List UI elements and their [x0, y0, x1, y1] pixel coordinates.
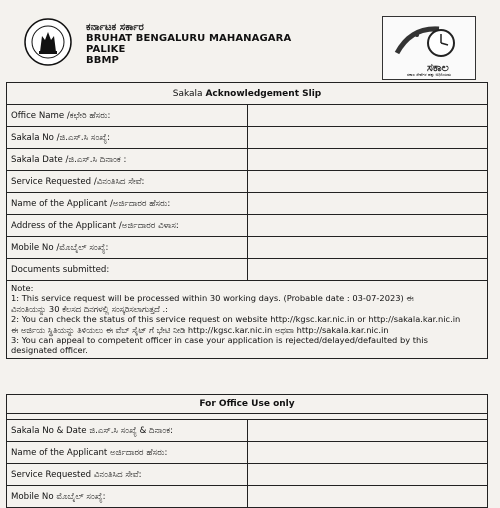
slip-title: Sakala Acknowledgement Slip — [7, 83, 488, 105]
sakala-no-label: Sakala No /ಜಿ.ಎಸ್.ಸಿ ಸಂಖ್ಯೆ: — [7, 127, 248, 149]
table-row — [7, 442, 488, 464]
sakala-logo — [382, 16, 476, 80]
documents-submitted-label: Documents submitted: — [7, 259, 248, 281]
note-2-kannada: ಈ ಅರ್ಜಿಯ ಸ್ಥಿತಿಯನ್ನು ತಿಳಿಯಲು ಈ ವೆಬ್ ಸೈಟ್ ಗೆ ಭೇಟಿ ನೀಡಿ http://kgsc.kar.nic.in ಅಥವಾ http://sakala.kar.nic.in — [11, 324, 389, 335]
office-sakala-no-date-value — [247, 420, 488, 442]
office-name-value — [247, 105, 488, 127]
service-requested-value — [247, 171, 488, 193]
office-applicant-name-label: Name of the Applicant ಅರ್ಜಿದಾರರ ಹೆಸರು: — [7, 442, 248, 464]
logo-caption: ಸಕಾಲ ಸೇವೆಗಳ ಹಕ್ಕು ಅಧಿನಿಯಮ — [407, 72, 451, 77]
office-applicant-name-value — [247, 442, 488, 464]
organization-name — [86, 22, 291, 66]
org-line-2: PALIKE — [86, 44, 126, 55]
org-line-kannada: ಕರ್ನಾಟಕ ಸರ್ಕಾರ — [86, 22, 144, 33]
sakala-date-label: Sakala Date /ಜಿ.ಎಸ್.ಸಿ ದಿನಾಂಕ : — [7, 149, 248, 171]
org-line-1: BRUHAT BENGALURU MAHANAGARA — [86, 33, 292, 44]
sakala-date-value — [247, 149, 488, 171]
note-heading: Note: — [11, 283, 34, 293]
acknowledgement-page — [6, 8, 494, 500]
table-row — [7, 237, 488, 259]
mobile-no-value — [247, 237, 488, 259]
office-sakala-no-date-label: Sakala No & Date ಜಿ.ಎಸ್.ಸಿ ಸಂಖ್ಯೆ & ದಿನಾಂಕ: — [7, 420, 248, 442]
note-1-kannada: ವಿನಂತಿಯನ್ನು 30 ಕೆಲಸದ ದಿನಗಳಲ್ಲಿ ಸಂಸ್ಕರಿಸಲಾಗುತ್ತದೆ .: — [11, 303, 168, 314]
notes-section — [7, 281, 488, 359]
logo-wordmark: ಸಕಾಲ — [427, 61, 449, 74]
office-mobile-no-label: Mobile No ಮೊಬೈಲ್ ಸಂಖ್ಯೆ: — [7, 486, 248, 508]
mobile-no-label: Mobile No /ಮೊಬೈಲ್ ಸಂಖ್ಯೆ: — [7, 237, 248, 259]
org-line-3: BBMP — [86, 55, 119, 66]
table-row — [7, 420, 488, 442]
applicant-address-label: Address of the Applicant /ಅರ್ಜಿದಾರರ ವಿಳಾಸ: — [7, 215, 248, 237]
table-row — [7, 105, 488, 127]
table-row — [7, 259, 488, 281]
note-1: 1: This service request will be processed within 30 working days. (Probable date : 03-07-2023) ಈ — [11, 293, 414, 304]
letterhead — [6, 8, 494, 78]
acknowledgement-table — [6, 82, 488, 359]
office-service-requested-value — [247, 464, 488, 486]
table-row — [7, 127, 488, 149]
table-row — [7, 464, 488, 486]
office-use-table — [6, 394, 488, 508]
office-use-title: For Office Use only — [7, 395, 488, 414]
documents-submitted-value — [247, 259, 488, 281]
karnataka-emblem-icon — [24, 18, 72, 66]
clock-logo-icon — [391, 23, 467, 63]
table-row — [7, 149, 488, 171]
table-row — [7, 486, 488, 508]
note-2: 2: You can check the status of this service request on website http://kgsc.kar.nic.in or http://sakala.kar.nic.in — [11, 314, 461, 325]
table-row — [7, 215, 488, 237]
office-name-label: Office Name /ಕಛೇರಿ ಹೆಸರು: — [7, 105, 248, 127]
applicant-address-value — [247, 215, 488, 237]
note-3: 3: You can appeal to competent officer in case your application is rejected/delayed/defaulted by this — [11, 335, 428, 346]
table-row — [7, 193, 488, 215]
service-requested-label: Service Requested /ವಿನಂತಿಸಿದ ಸೇವೆ: — [7, 171, 248, 193]
office-service-requested-label: Service Requested ವಿನಂತಿಸಿದ ಸೇವೆ: — [7, 464, 248, 486]
table-row — [7, 171, 488, 193]
sakala-no-value — [247, 127, 488, 149]
applicant-name-value — [247, 193, 488, 215]
applicant-name-label: Name of the Applicant /ಅರ್ಜಿದಾರರ ಹೆಸರು: — [7, 193, 248, 215]
office-mobile-no-value — [247, 486, 488, 508]
note-3-cont: designated officer. — [11, 345, 88, 356]
